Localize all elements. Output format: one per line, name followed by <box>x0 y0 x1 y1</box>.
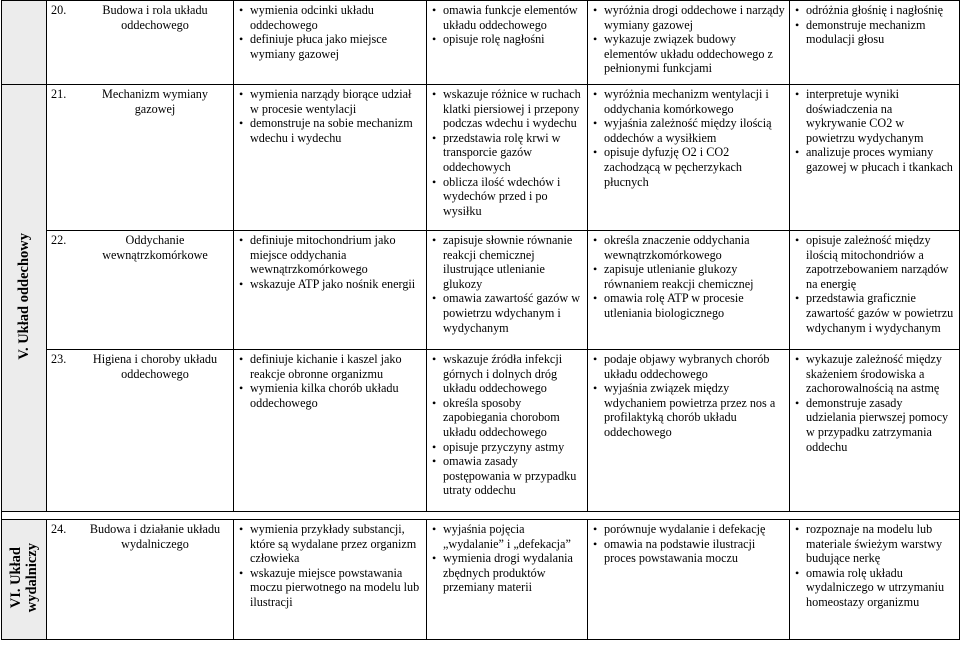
list-item: • określa znaczenie oddychania wewnątrzkomórkowego <box>592 233 785 262</box>
section-label-cell <box>2 85 47 512</box>
req-cell-3 <box>588 350 790 512</box>
req-cell-3 <box>588 85 790 231</box>
bullet-list <box>794 522 955 610</box>
req-cell-1 <box>234 350 427 512</box>
req-cell-3 <box>588 231 790 350</box>
req-cell-1 <box>234 231 427 350</box>
list-item: • opisuje zależność między ilością mitochondriów a zapotrzebowaniem narządów na energię <box>794 233 955 291</box>
list-item: • przedstawia rolę krwi w transporcie gazów oddechowych <box>431 131 583 175</box>
list-item: • demonstruje mechanizm modulacji głosu <box>794 18 955 47</box>
list-item: • wyjaśnia związek między wdychaniem powietrza przez nos a profilaktyką chorób układu oddechowego <box>592 381 785 439</box>
req-cell-3 <box>588 520 790 640</box>
list-item: • porównuje wydalanie i defekację <box>592 522 785 537</box>
topic-title: Oddychanie wewnątrzkomórkowe <box>102 233 208 262</box>
list-item: • opisuje przyczyny astmy <box>431 440 583 455</box>
table-row <box>2 350 960 512</box>
bullet-list <box>592 352 785 440</box>
list-item: • opisuje rolę nagłośni <box>431 32 583 47</box>
list-item: • omawia zasady postępowania w przypadku utraty oddechu <box>431 454 583 498</box>
list-item: • opisuje dyfuzję O2 i CO2 zachodzącą w pęcherzykach płucnych <box>592 145 785 189</box>
table-row <box>2 85 960 231</box>
list-item: • określa sposoby zapobiegania chorobom układu oddechowego <box>431 396 583 440</box>
section-label-cell <box>2 520 47 640</box>
req-cell-2 <box>427 85 588 231</box>
list-item: • zapisuje słownie równanie reakcji chemicznej ilustrujące utlenianie glukozy <box>431 233 583 291</box>
topic-title: Higiena i choroby układu oddechowego <box>92 352 218 381</box>
req-cell-4 <box>790 520 960 640</box>
topic-cell <box>47 350 234 512</box>
list-item: • interpretuje wyniki doświadczenia na wykrywanie CO2 w powietrzu wydychanym <box>794 87 955 145</box>
bullet-list <box>238 3 422 61</box>
list-item: • omawia rolę ATP w procesie utleniania biologicznego <box>592 291 785 320</box>
list-item: • wskazuje miejsce powstawania moczu pierwotnego na modelu lub ilustracji <box>238 566 422 610</box>
bullet-list <box>794 233 955 335</box>
section-label-line: wydalniczy <box>24 543 40 613</box>
bullet-list <box>431 352 583 498</box>
section-label-line: VI. Układ <box>8 547 24 609</box>
list-item: • omawia zawartość gazów w powietrzu wdychanym i wydychanym <box>431 291 583 335</box>
bullet-list <box>238 233 422 291</box>
section-cell-empty <box>2 1 47 85</box>
bullet-list <box>238 352 422 410</box>
topic-cell <box>47 85 234 231</box>
list-item: • omawia funkcje elementów układu oddechowego <box>431 3 583 32</box>
req-cell-4 <box>790 231 960 350</box>
req-cell-2 <box>427 350 588 512</box>
req-cell-4 <box>790 350 960 512</box>
list-item: • wskazuje różnice w ruchach klatki piersiowej i przepony podczas wdechu i wydechu <box>431 87 583 131</box>
bullet-list <box>431 522 583 595</box>
bullet-list <box>592 522 785 566</box>
topic-title: Budowa i działanie układu wydalniczego <box>89 522 221 551</box>
table-row <box>2 231 960 350</box>
list-item: • definiuje płuca jako miejsce wymiany gazowej <box>238 32 422 61</box>
list-item: • omawia rolę układu wydalniczego w utrzymaniu homeostazy organizmu <box>794 566 955 610</box>
list-item: • demonstruje na sobie mechanizm wdechu i wydechu <box>238 116 422 145</box>
bullet-list <box>431 233 583 335</box>
topic-number: 24. <box>51 522 67 536</box>
list-item: • wskazuje źródła infekcji górnych i dolnych dróg układu oddechowego <box>431 352 583 396</box>
bullet-list <box>794 352 955 454</box>
list-item: • rozpoznaje na modelu lub materiale świeżym warstwy budujące nerkę <box>794 522 955 566</box>
list-item: • wymienia drogi wydalania zbędnych produktów przemiany materii <box>431 551 583 595</box>
bullet-list <box>592 233 785 321</box>
topic-cell <box>47 1 234 85</box>
list-item: • wyróżnia mechanizm wentylacji i oddychania komórkowego <box>592 87 785 116</box>
section-gap-cell <box>2 512 960 520</box>
bullet-list <box>794 3 955 47</box>
req-cell-3 <box>588 1 790 85</box>
topic-number: 21. <box>51 87 67 101</box>
list-item: • wskazuje ATP jako nośnik energii <box>238 277 422 292</box>
list-item: • zapisuje utlenianie glukozy równaniem reakcji chemicznej <box>592 262 785 291</box>
curriculum-table <box>1 0 960 640</box>
bullet-list <box>431 3 583 47</box>
list-item: • wykazuje związek budowy elementów układu oddechowego z pełnionymi funkcjami <box>592 32 785 76</box>
req-cell-4 <box>790 1 960 85</box>
topic-number: 22. <box>51 233 67 247</box>
req-cell-2 <box>427 1 588 85</box>
req-cell-2 <box>427 231 588 350</box>
list-item: • demonstruje zasady udzielania pierwszej pomocy w przypadku zatrzymania oddechu <box>794 396 955 454</box>
list-item: • definiuje mitochondrium jako miejsce oddychania wewnątrzkomórkowego <box>238 233 422 277</box>
req-cell-4 <box>790 85 960 231</box>
topic-number: 23. <box>51 352 67 366</box>
req-cell-1 <box>234 520 427 640</box>
list-item: • wyjaśnia pojęcia „wydalanie” i „defekacja” <box>431 522 583 551</box>
bullet-list <box>592 3 785 76</box>
topic-cell <box>47 520 234 640</box>
list-item: • omawia na podstawie ilustracji proces powstawania moczu <box>592 537 785 566</box>
bullet-list <box>238 87 422 145</box>
section-label <box>8 543 40 612</box>
section-gap <box>2 512 960 520</box>
list-item: • odróżnia głośnię i nagłośnię <box>794 3 955 18</box>
topic-number: 20. <box>51 3 67 17</box>
list-item: • wymienia przykłady substancji, które są wydalane przez organizm człowieka <box>238 522 422 566</box>
list-item: • przedstawia graficznie zawartość gazów w powietrzu wdychanym i wydychanym <box>794 291 955 335</box>
list-item: • podaje objawy wybranych chorób układu oddechowego <box>592 352 785 381</box>
list-item: • oblicza ilość wdechów i wydechów przed i po wysiłku <box>431 175 583 219</box>
topic-cell <box>47 231 234 350</box>
topic-title: Budowa i rola układu oddechowego <box>102 3 208 32</box>
bullet-list <box>592 87 785 189</box>
list-item: • wymienia narządy biorące udział w procesie wentylacji <box>238 87 422 116</box>
bullet-list <box>431 87 583 218</box>
list-item: • wymienia odcinki układu oddechowego <box>238 3 422 32</box>
table-row <box>2 520 960 640</box>
req-cell-1 <box>234 85 427 231</box>
list-item: • wykazuje zależność między skażeniem środowiska a zachorowalnością na astmę <box>794 352 955 396</box>
req-cell-1 <box>234 1 427 85</box>
list-item: • wyróżnia drogi oddechowe i narządy wymiany gazowej <box>592 3 785 32</box>
list-item: • definiuje kichanie i kaszel jako reakcje obronne organizmu <box>238 352 422 381</box>
list-item: • wymienia kilka chorób układu oddechowego <box>238 381 422 410</box>
bullet-list <box>238 522 422 610</box>
list-item: • analizuje proces wymiany gazowej w płucach i tkankach <box>794 145 955 174</box>
list-item: • wyjaśnia zależność między ilością oddechów a wysiłkiem <box>592 116 785 145</box>
table-row <box>2 1 960 85</box>
section-label: V. Układ oddechowy <box>16 232 32 360</box>
bullet-list <box>794 87 955 175</box>
req-cell-2 <box>427 520 588 640</box>
topic-title: Mechanizm wymiany gazowej <box>102 87 208 116</box>
